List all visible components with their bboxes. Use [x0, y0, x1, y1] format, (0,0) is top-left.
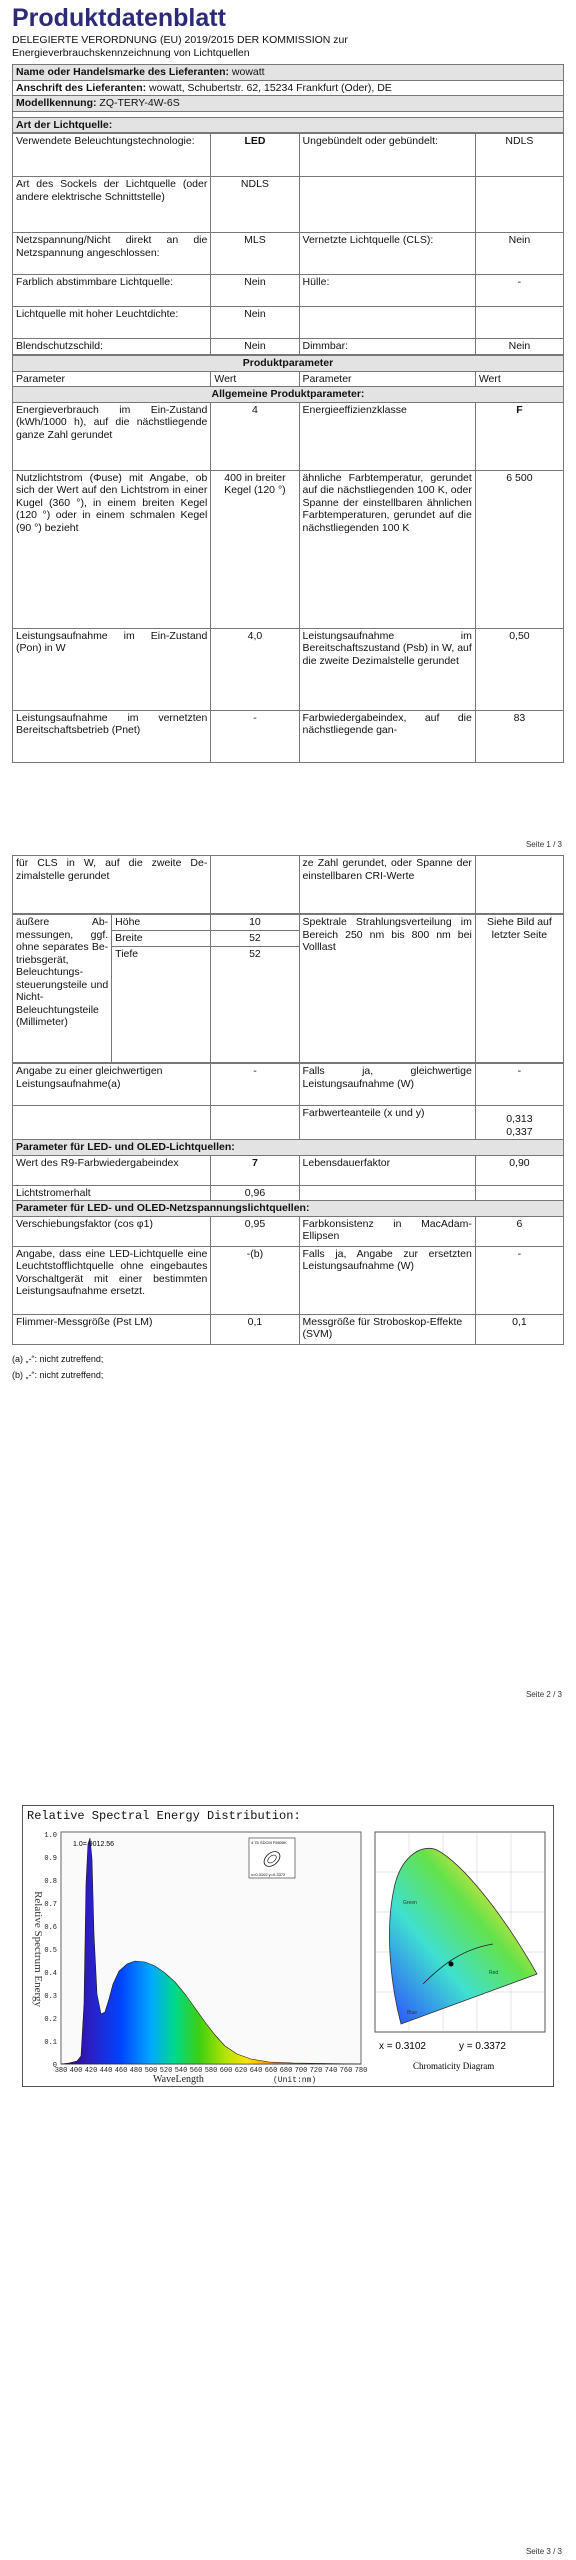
x-axis-label: WaveLength — [153, 2074, 204, 2085]
x-tick-label: 720 — [309, 2067, 323, 2075]
cie-diagram — [375, 1832, 545, 2032]
supplier-table — [12, 64, 564, 133]
chromaticity-point — [449, 1962, 454, 1967]
y-tick: 0.3 — [44, 1993, 57, 2001]
page-number-2: Seite 2 / 3 — [525, 1690, 562, 1699]
spectral-distribution-figure — [22, 1805, 554, 2087]
page-number-3: Seite 3 / 3 — [525, 2547, 562, 2556]
y-tick: 0 — [52, 2062, 57, 2070]
y-tick: 0.4 — [44, 1970, 57, 1978]
table-row: Lichtquelle mit hoher Leuchtdichte: Nein — [13, 307, 564, 339]
x-tick-label: 700 — [294, 2067, 308, 2075]
table-row: Leistungsaufnahme im vernetzten Bereitschaftsbetrieb (Pnet) - Farbwiedergabeindex, auf die nächstliegende gan- 83 — [13, 710, 564, 762]
page-1 — [12, 2, 564, 763]
x-tick-label: 760 — [339, 2067, 353, 2075]
x-tick-label: 380 — [54, 2067, 68, 2075]
x-tick-label: 520 — [159, 2067, 173, 2075]
product-parameters-table-continued — [12, 855, 564, 914]
table-row: äußere Abmessungen, ggf. ohne separates Betriebsgerät, Beleuchtungssteuerungsteile und Nicht-Beleuchtungsteile (Millimeter) Höhe 10 Spektrale Strahlungsverteilung im Bereich 250 nm bis 800 nm bei Volllast Siehe Bild auf letzter Seite — [13, 915, 564, 931]
table-row: Netzspannung/Nicht direkt an die Netzspannung angeschlossen: MLS Vernetzte Lichtquelle (CLS): Nein — [13, 233, 564, 275]
dimensions-table — [12, 914, 564, 1063]
x-tick-label: 500 — [144, 2067, 158, 2075]
supplier-address-label: Anschrift des Lieferanten: — [16, 81, 147, 94]
supplier-address: wowatt, Schubertstr. 62, 15234 Frankfurt (Oder), DE — [149, 81, 392, 94]
x-tick-label: 740 — [324, 2067, 338, 2075]
x-tick-label: 480 — [129, 2067, 143, 2075]
led-parameters-header: Parameter für LED- und OLED-Lichtquellen: — [13, 1140, 564, 1156]
page-number-1: Seite 1 / 3 — [525, 840, 562, 849]
footnote-b: (b) „-“: nicht zutreffend; — [12, 1369, 104, 1380]
table-row: Nutzlichtstrom (Φuse) mit Angabe, ob sich der Wert auf den Lichtstrom in einer Kugel (360 °), in einem breiten Kegel (120 °) oder in einem schmalen Kegel (90 °) bezieht 400 in breiter Kegel (120 °) ähnliche Farbtemperatur, gerundet auf die nächstliegenden 100 K, oder Spanne der einstellbaren ähnlichen Farbtemperaturen, gerundet auf die nächstliegenden 100 K 6 500 — [13, 470, 564, 628]
y-tick: 0.7 — [44, 1901, 57, 1909]
cie-region-label: Blue — [407, 2010, 418, 2016]
table-row: Farbwerteanteile (x und y) 0,313 0,337 — [13, 1106, 564, 1140]
light-source-type-table — [12, 133, 564, 355]
y-tick: 0.8 — [44, 1878, 57, 1886]
y-tick: 0.2 — [44, 2016, 57, 2024]
light-source-type-header: Art der Lichtquelle: — [13, 117, 564, 133]
x-tick-label: 400 — [69, 2067, 83, 2075]
y-tick: 1.0 — [44, 1832, 57, 1840]
model-label: Modellkennung: — [16, 97, 97, 109]
y-ticks — [44, 1832, 57, 2070]
led-parameters-table — [12, 1063, 564, 1345]
y-tick: 0.1 — [44, 2039, 57, 2047]
y-tick: 0.9 — [44, 1855, 57, 1863]
peak-label: 1.0= 9012.56 — [73, 1841, 115, 1848]
x-ticks — [55, 2067, 368, 2075]
x-tick-label: 560 — [189, 2067, 203, 2075]
regulation-line-2: Energieverbrauchskennzeichnung von Lichtquellen — [12, 47, 250, 59]
spectrum-header: Relative Spectral Energy Distribution: — [27, 1809, 301, 1823]
table-row: Farblich abstimmbare Lichtquelle: Nein Hülle: - — [13, 275, 564, 307]
svg-text:x=0.3102 y=0.3372: x=0.3102 y=0.3372 — [251, 1872, 286, 1877]
cie-x-value: x = 0.3102 — [379, 2041, 426, 2052]
table-row: Angabe, dass eine LED-Lichtquelle eine Leuchtstofflichtquelle ohne eingebautes Vorschaltgerät mit einer bestimmten Leistungsaufnahme ersetzt. -(b) Falls ja, Angabe zur ersetzten Leistungsaufnahme (W) - — [13, 1246, 564, 1314]
page-2 — [12, 855, 564, 1381]
x-tick-label: 580 — [204, 2067, 218, 2075]
table-row: für CLS in W, auf die zweite Dezimalstelle gerundet ze Zahl gerundet, oder Spanne der einstellbaren CRI-Werte — [13, 856, 564, 914]
product-parameters-table: Produktparameter Parameter Wert Parameter Wert Allgemeine Produktparameter: Energieverbrauch im Ein-Zustand (kWh/1000 h), auf die nächstliegende ganze Zahl gerundet 4 Energieeffizienzklasse F Nutzlichtstrom (Φuse) mit Angabe, ob sich der Wert auf den Lichtstrom in einer Kugel (360 °), in einem breiten Kegel (120 °) oder in einem schmalen Kegel (90 °) bezieht 400 in breiter Kegel (120 °) ähnliche Farbtemperatur, gerundet auf die nächstliegenden 100 K, oder Spanne der einstellbaren ähnlichen Farbtemperaturen, gerundet auf die nächstliegenden 100 K 6 500 Leistungsaufnahme im Ein-Zustand (Pon) in W 4,0 Leistungsaufnahme im Bereitschaftszustand (Psb) in W, auf die zweite Dezimalstelle gerundet 0,50 Leistungsaufnahme im vernetzten Bereitschaftsbetrieb (Pnet) - Farbwiedergabeindex, auf die nächstliegende gan- 83 — [12, 355, 564, 763]
x-tick-label: 660 — [264, 2067, 278, 2075]
table-row: Wert des R9-Farbwiedergabeindex 7 Lebensdauerfaktor 0,90 — [13, 1155, 564, 1185]
macadam-inset — [249, 1838, 295, 1878]
table-row: Blendschutzschild: Nein Dimmbar: Nein — [13, 339, 564, 355]
y-axis-label: Relative Spectrum Energy — [32, 1891, 44, 2007]
x-tick-label: 680 — [279, 2067, 293, 2075]
y-tick: 0.6 — [44, 1924, 57, 1932]
page-title: Produktdatenblatt — [12, 4, 226, 32]
x-tick-label: 620 — [234, 2067, 248, 2075]
y-tick: 0.5 — [44, 1947, 57, 1955]
supplier-name: wowatt — [231, 66, 265, 78]
table-row: Leistungsaufnahme im Ein-Zustand (Pon) in W 4,0 Leistungsaufnahme im Bereitschaftszustand (Psb) in W, auf die zweite Dezimalstelle gerundet 0,50 — [13, 628, 564, 710]
svg-text:4 75 SDCM F5500K: 4 75 SDCM F5500K — [251, 1840, 287, 1845]
product-parameters-header: Produktparameter — [13, 356, 564, 372]
cie-title: Chromaticity Diagram — [413, 2061, 495, 2071]
supplier-name-label: Name oder Handelsmarke des Lieferanten: — [16, 66, 229, 78]
unit-label: (Unit:nm) — [273, 2076, 317, 2085]
x-tick-label: 440 — [99, 2067, 113, 2075]
general-parameters-header: Allgemeine Produktparameter: — [13, 387, 564, 403]
table-row: Energieverbrauch im Ein-Zustand (kWh/1000 h), auf die nächstliegende ganze Zahl gerundet 4 Energieeffizienzklasse F — [13, 402, 564, 470]
regulation-line-1: DELEGIERTE VERORDNUNG (EU) 2019/2015 DER KOMMISSION zur — [12, 34, 348, 46]
table-row: Verwendete Beleuchtungstechnologie: LED Ungebündelt oder gebündelt: NDLS — [13, 134, 564, 177]
model-id: ZQ-TERY-4W-6S — [99, 97, 180, 109]
x-tick-label: 600 — [219, 2067, 233, 2075]
cie-region-label: Green — [403, 1900, 417, 1906]
table-row: Verschiebungsfaktor (cos φ1) 0,95 Farbkonsistenz in MacAdam-Ellipsen 6 — [13, 1216, 564, 1246]
x-tick-label: 640 — [249, 2067, 263, 2075]
footnote-a: (a) „-“: nicht zutreffend; — [12, 1353, 104, 1364]
table-row: Tiefe 52 — [13, 947, 564, 1063]
table-row: Flimmer-Messgröße (Pst LM) 0,1 Messgröße für Stroboskop-Effekte (SVM) 0,1 — [13, 1314, 564, 1344]
x-tick-label: 780 — [354, 2067, 368, 2075]
spectrum-chart — [23, 1824, 553, 2086]
mains-parameters-header: Parameter für LED- und OLED-Netzspannungslichtquellen: — [13, 1201, 564, 1217]
table-row: Breite 52 — [13, 931, 564, 947]
x-tick-label: 540 — [174, 2067, 188, 2075]
cie-y-value: y = 0.3372 — [459, 2041, 506, 2052]
x-tick-label: 460 — [114, 2067, 128, 2075]
table-row: Angabe zu einer gleichwertigen Leistungsaufnahme(a) - Falls ja, gleichwertige Leistungsaufnahme (W) - — [13, 1064, 564, 1106]
table-row: Art des Sockels der Lichtquelle (oder andere elektrische Schnittstelle) NDLS — [13, 177, 564, 233]
cie-region-label: Red — [489, 1970, 499, 1976]
table-row: Lichtstromerhalt 0,96 — [13, 1185, 564, 1201]
x-tick-label: 420 — [84, 2067, 98, 2075]
